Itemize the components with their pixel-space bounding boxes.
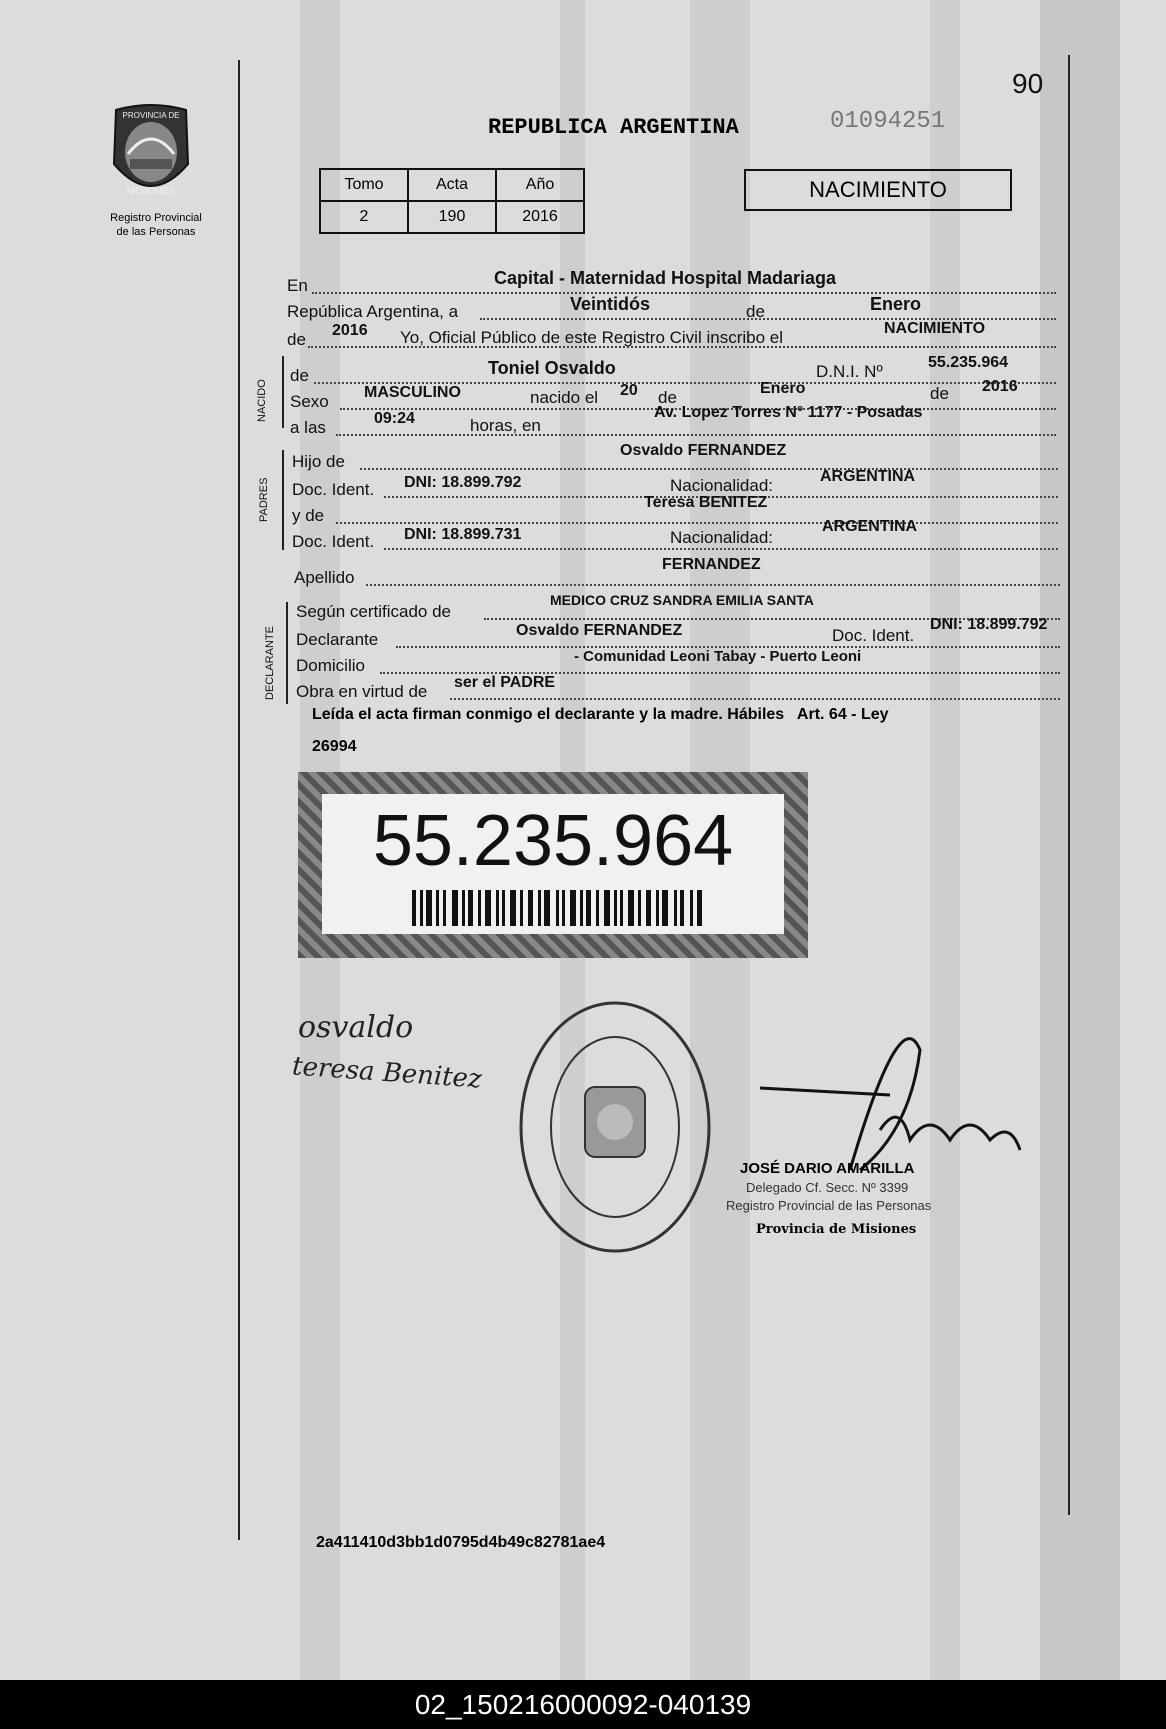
day-text: Veintidós (570, 294, 651, 314)
signature-father: osvaldo (298, 1010, 414, 1045)
serial-number: 01094251 (830, 108, 946, 135)
child-dni: 55.235.964 (928, 354, 1009, 371)
father-doc-label: Doc. Ident. (292, 480, 375, 499)
child-name: Toniel Osvaldo (488, 358, 616, 378)
ano-header: Año (496, 169, 584, 201)
registry-label-2: de las Personas (116, 226, 196, 238)
cert-label: Según certificado de (296, 602, 451, 621)
act-type: NACIMIENTO (884, 320, 986, 337)
yde-label: y de (292, 506, 325, 525)
nacido-el-label: nacido el (530, 388, 599, 407)
place-value: Capital - Maternidad Hospital Madariaga (494, 268, 837, 288)
alas-label: a las (290, 418, 326, 437)
left-margin-line (238, 60, 240, 1540)
official-signature-icon (740, 1020, 1040, 1180)
year-text: 2016 (332, 322, 368, 339)
dom-label: Domicilio (296, 656, 365, 675)
ano-value: 2016 (496, 201, 584, 233)
father-nac-label: Nacionalidad: (670, 476, 774, 495)
birth-year: 2016 (982, 378, 1018, 395)
dom-value: - Comunidad Leoni Tabay - Puerto Leoni (574, 648, 862, 665)
logo-bottom-text: MISIONES (126, 186, 176, 197)
apellido-value: FERNANDEZ (662, 556, 761, 573)
country-title: REPUBLICA ARGENTINA (488, 115, 739, 140)
logo-top-text: PROVINCIA DE (122, 111, 180, 120)
official-registry: Registro Provincial de las Personas (726, 1198, 932, 1213)
decl-name: Osvaldo FERNANDEZ (516, 622, 683, 639)
padres-section-label: PADRES (258, 477, 270, 522)
file-id-bar: 02_150216000092-040139 (0, 1680, 1166, 1729)
birth-month: Enero (760, 380, 806, 397)
tomo-value: 2 (320, 201, 408, 233)
mother-doc: DNI: 18.899.731 (404, 526, 522, 543)
father-nationality: ARGENTINA (820, 468, 916, 485)
document-hash: 2a411410d3bb1d0795d4b49c82781ae4 (316, 1534, 606, 1551)
birth-day: 20 (620, 382, 638, 399)
mother-doc-label: Doc. Ident. (292, 532, 375, 551)
declarante-section-label: DECLARANTE (264, 626, 276, 700)
cert-value: MEDICO CRUZ SANDRA EMILIA SANTA (550, 592, 814, 608)
en-label: En (287, 276, 308, 295)
horas-label: horas, en (470, 416, 541, 435)
dni-label: D.N.I. Nº (816, 362, 883, 381)
birth-de-label-1: de (658, 388, 677, 407)
mother-nac-label: Nacionalidad: (670, 528, 774, 547)
father-name: Osvaldo FERNANDEZ (620, 442, 787, 459)
decl-doc: DNI: 18.899.792 (930, 616, 1048, 633)
decl-label: Declarante (296, 630, 379, 649)
province-seal-icon (108, 104, 194, 206)
birth-de-label-2: de (930, 384, 949, 403)
hijo-label: Hijo de (292, 452, 345, 471)
obra-label: Obra en virtud de (296, 682, 428, 701)
father-doc: DNI: 18.899.792 (404, 474, 522, 491)
signature-mother: teresa Benitez (291, 1051, 483, 1095)
acta-value: 190 (408, 201, 496, 233)
sexo-value: MASCULINO (364, 384, 461, 401)
barcode-icon (412, 890, 702, 926)
doc-type-box: NACIMIENTO (744, 169, 1012, 211)
republica-label: República Argentina, a (287, 302, 459, 321)
mother-nationality: ARGENTINA (822, 518, 918, 535)
closing-text-2: 26994 (312, 738, 357, 755)
birth-time: 09:24 (374, 410, 415, 427)
closing-text-1: Leída el acta firman conmigo el declarante y la madre. Hábiles Art. 64 - Ley (312, 706, 889, 723)
official-stamp-icon (515, 997, 715, 1257)
nacido-de-label: de (290, 366, 309, 385)
month-text: Enero (870, 294, 922, 314)
right-margin-line (1068, 55, 1070, 1515)
yo-text: Yo, Oficial Público de este Registro Civil inscribo el (400, 328, 783, 347)
tomo-acta-ano-table (319, 168, 585, 234)
dni-barcode-panel (298, 772, 808, 958)
acta-header: Acta (408, 169, 496, 201)
de-label-2: de (287, 330, 306, 349)
tomo-header: Tomo (320, 169, 408, 201)
birth-address: Av. Lopez Torres N° 1177 - Posadas (654, 404, 923, 421)
sexo-label: Sexo (290, 392, 329, 411)
obra-value: ser el PADRE (454, 674, 556, 691)
apellido-label: Apellido (294, 568, 355, 587)
official-role: Delegado Cf. Secc. Nº 3399 (746, 1180, 909, 1195)
registry-label-1: Registro Provincial (110, 212, 202, 224)
decl-doc-label: Doc. Ident. (832, 626, 915, 645)
official-name: JOSÉ DARIO AMARILLA (740, 1160, 915, 1177)
page-number: 90 (1012, 68, 1044, 99)
dni-big-number: 55.235.964 (372, 801, 734, 881)
de-label-1: de (746, 302, 765, 321)
official-province: Provincia de Misiones (756, 1222, 917, 1237)
nacido-section-label: NACIDO (256, 379, 268, 422)
mother-name: Teresa BENITEZ (644, 494, 768, 511)
